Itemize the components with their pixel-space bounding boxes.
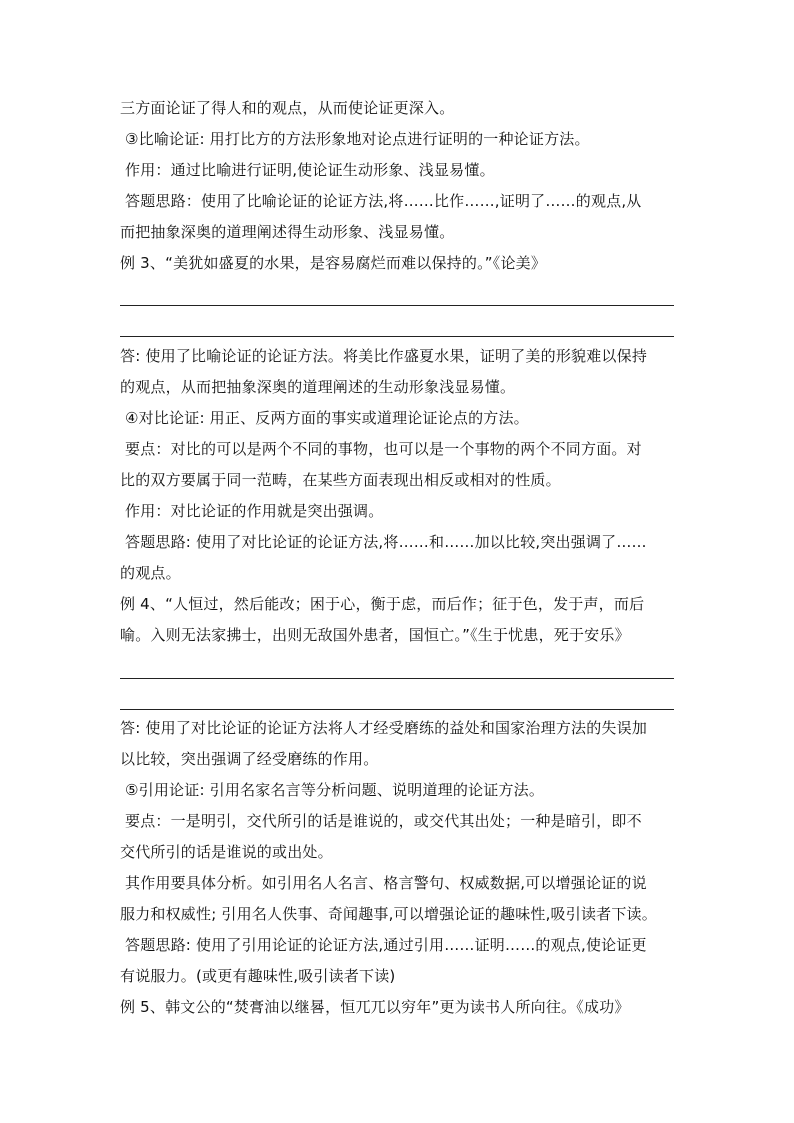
body-text-line: 作用：通过比喻进行证明,使论证生动形象、浅显易懂。 — [125, 161, 495, 179]
quotation-argument-heading: ⑤引用论证: 引用名家名言等分析问题、说明道理的论证方法。 — [125, 781, 545, 799]
answer-text-line: 答: 使用了对比论证的论证方法将人才经受磨练的益处和国家治理方法的失误加 — [120, 719, 648, 737]
body-text-line: 要点：一是明引，交代所引的话是谁说的，或交代其出处；一种是暗引，即不 — [125, 812, 642, 830]
contrast-argument-heading: ④对比论证: 用正、反两方面的事实或道理论证论点的方法。 — [125, 409, 529, 427]
answer-blank-line — [120, 678, 674, 679]
body-text-line: 答题思路：使用了比喻论证的论证方法,将……比作……,证明了……的观点,从 — [125, 192, 642, 210]
body-text-line: 而把抽象深奥的道理阐述得生动形象、浅显易懂。 — [120, 223, 455, 241]
answer-blank-line — [120, 709, 674, 710]
body-text-line: 其作用要具体分析。如引用名人名言、格言警句、权威数据,可以增强论证的说 — [125, 874, 647, 892]
metaphor-argument-heading: ③比喻论证: 用打比方的方法形象地对论点进行证明的一种论证方法。 — [125, 130, 590, 148]
answer-text-line: 的观点，从而把抽象深奥的道理阐述的生动形象浅显易懂。 — [120, 378, 516, 396]
answer-text-line: 以比较，突出强调了经受磨练的作用。 — [120, 750, 379, 768]
answer-text-line: 答: 使用了比喻论证的论证方法。将美比作盛夏水果，证明了美的形貌难以保持 — [120, 347, 648, 365]
body-text-line: 答题思路: 使用了对比论证的论证方法,将……和……加以比较,突出强调了…… — [125, 533, 647, 551]
body-text-line: 答题思路: 使用了引用论证的论证方法,通过引用……证明……的观点,使论证更 — [125, 936, 647, 954]
example-4-line: 喻。入则无法家拂士，出则无敌国外患者，国恒亡。”《生于忧患，死于安乐》 — [120, 626, 630, 644]
example-5-line: 例 5、韩文公的“焚膏油以继晷，恒兀兀以穷年”更为读书人所向往。《成功》 — [120, 998, 630, 1016]
example-4-line: 例 4、“人恒过，然后能改；困于心，衡于虑，而后作；征于色，发于声，而后 — [120, 595, 645, 613]
body-text-line: 的观点。 — [120, 564, 181, 582]
body-text-line: 作用：对比论证的作用就是突出强调。 — [125, 502, 384, 520]
body-text-line: 三方面论证了得人和的观点，从而使论证更深入。 — [120, 99, 455, 117]
answer-blank-line — [120, 305, 674, 306]
body-text-line: 要点：对比的可以是两个不同的事物，也可以是一个事物的两个不同方面。对 — [125, 440, 642, 458]
example-3-line: 例 3、“美犹如盛夏的水果，是容易腐烂而难以保持的。”《论美》 — [120, 254, 547, 272]
body-text-line: 有说服力。(或更有趣味性,吸引读者下读) — [120, 967, 396, 985]
body-text-line: 交代所引的话是谁说的或出处。 — [120, 843, 333, 861]
body-text-line: 比的双方要属于同一范畴，在某些方面表现出相反或相对的性质。 — [120, 471, 561, 489]
body-text-line: 服力和权威性; 引用名人佚事、奇闻趣事,可以增强论证的趣味性,吸引读者下读。 — [120, 905, 657, 923]
answer-blank-line — [120, 336, 674, 337]
